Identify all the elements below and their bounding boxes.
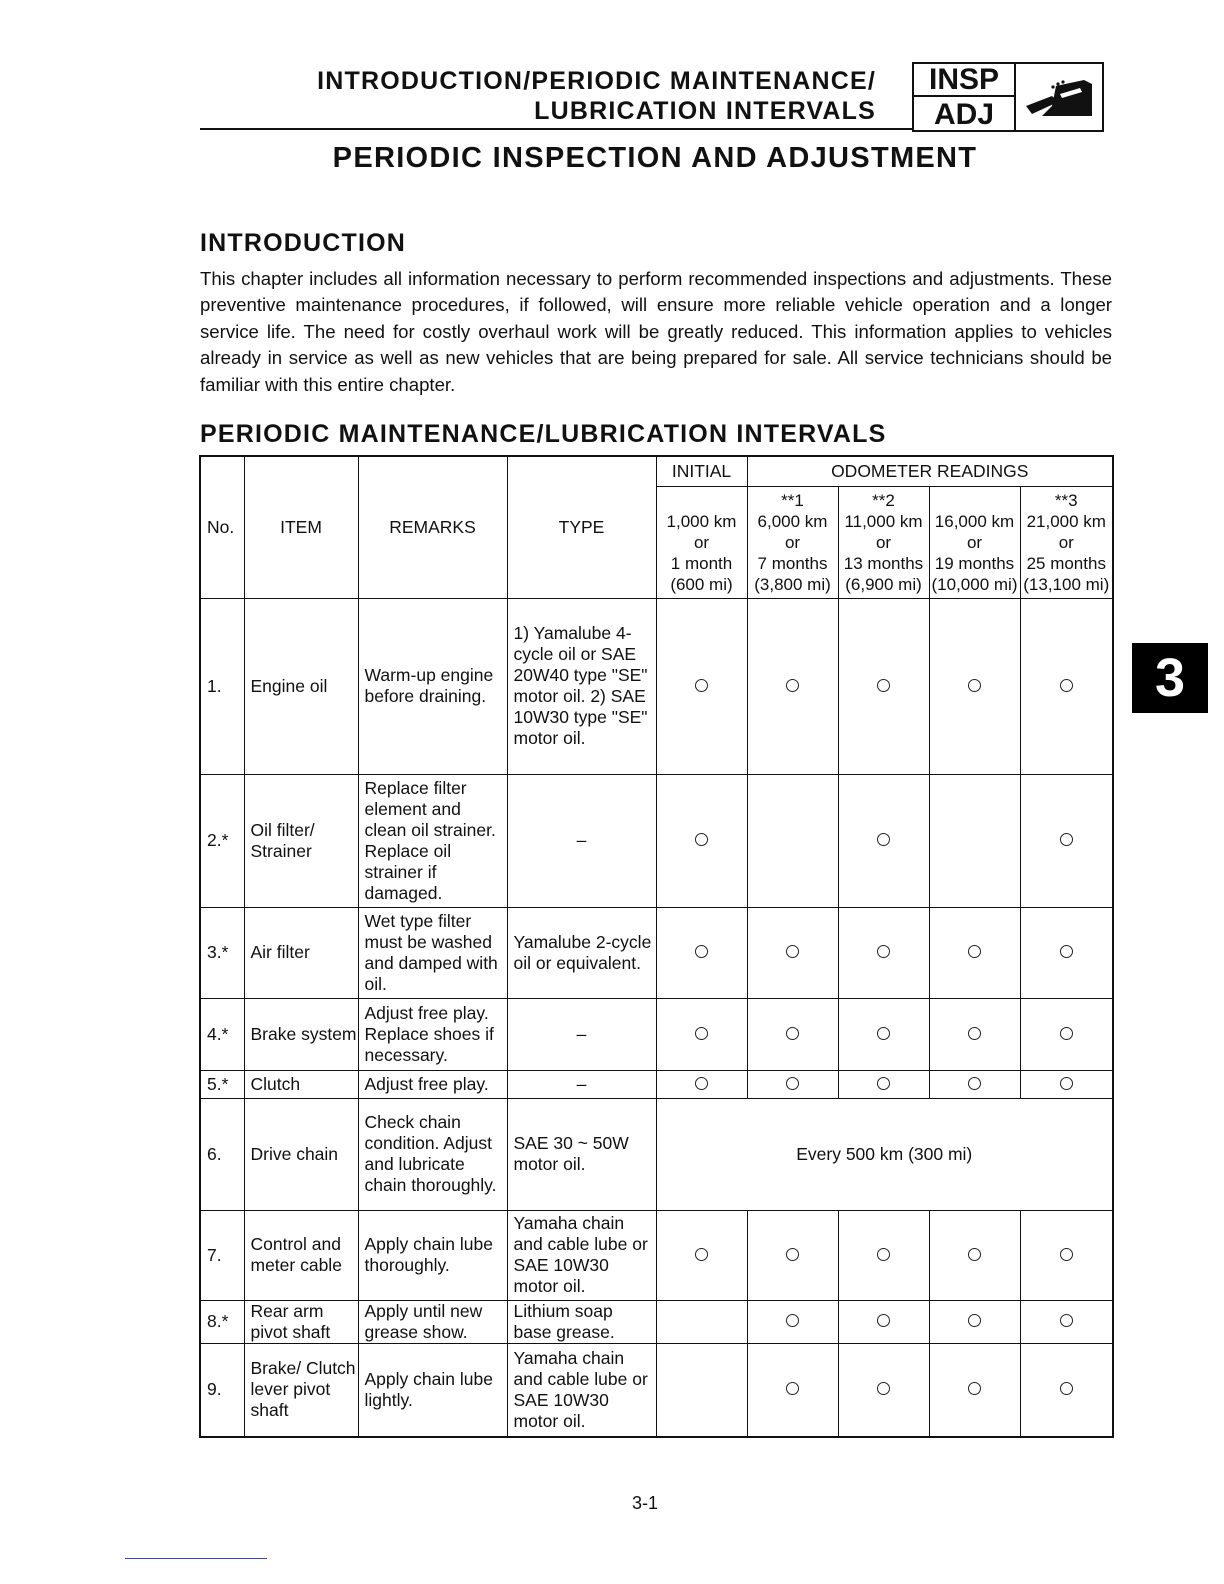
wrench-icon (1022, 76, 1096, 120)
interval-mi: (600 mi) (670, 574, 733, 594)
row-mark (1020, 598, 1113, 774)
row-mark (1020, 1070, 1113, 1098)
interval-header (929, 486, 1020, 598)
check-circle-icon (968, 679, 981, 692)
check-circle-icon (1060, 1248, 1073, 1261)
check-circle-icon (1060, 1382, 1073, 1395)
check-circle-icon (1060, 833, 1073, 846)
interval-or: or (693, 532, 710, 552)
interval-header (838, 486, 929, 598)
check-circle-icon (968, 945, 981, 958)
table-row (200, 1070, 1113, 1098)
badge-label-box (914, 64, 1016, 130)
row-mark (929, 1070, 1020, 1098)
header-type: TYPE (507, 456, 656, 598)
check-circle-icon (786, 1077, 799, 1090)
row-item: Rear arm pivot shaft (244, 1300, 358, 1343)
row-mark (747, 1343, 838, 1437)
row-mark (747, 998, 838, 1070)
check-circle-icon (877, 679, 890, 692)
interval-months: 25 months (1026, 553, 1106, 573)
row-remarks: Apply chain lube thoroughly. (358, 1210, 507, 1300)
row-mark (929, 1343, 1020, 1437)
interval-mark: **1 (781, 490, 804, 510)
check-circle-icon (1060, 679, 1073, 692)
row-no: 6. (200, 1098, 244, 1210)
maintenance-table (199, 455, 1114, 1438)
check-circle-icon (877, 833, 890, 846)
check-circle-icon (786, 945, 799, 958)
check-circle-icon (1060, 945, 1073, 958)
badge-insp: INSP (914, 64, 1014, 97)
row-item: Control and meter cable (244, 1210, 358, 1300)
page-title: PERIODIC INSPECTION AND ADJUSTMENT (332, 142, 978, 174)
row-no: 1. (200, 598, 244, 774)
row-mark (929, 774, 1020, 907)
check-circle-icon (695, 1248, 708, 1261)
row-mark (747, 774, 838, 907)
check-circle-icon (1060, 1027, 1073, 1040)
interval-mi: (10,000 mi) (931, 574, 1018, 594)
interval-mark (657, 490, 747, 511)
table-row (200, 1300, 1113, 1343)
table-row (200, 1098, 1113, 1210)
interval-km: 11,000 km (844, 511, 923, 531)
header-no: No. (200, 456, 244, 598)
header-line-1: INTRODUCTION/PERIODIC MAINTENANCE/ (317, 67, 876, 95)
interval-km: 1,000 km (666, 511, 737, 531)
row-type: 1) Yamalube 4-cycle oil or SAE 20W40 type "SE" motor oil. 2) SAE 10W30 type "SE" motor oil. (507, 598, 656, 774)
row-no: 4.* (200, 998, 244, 1070)
row-type: Yamaha chain and cable lube or SAE 10W30 motor oil. (507, 1210, 656, 1300)
row-item: Clutch (244, 1070, 358, 1098)
row-no: 7. (200, 1210, 244, 1300)
check-circle-icon (786, 679, 799, 692)
table-row (200, 1210, 1113, 1300)
row-mark (747, 1210, 838, 1300)
check-circle-icon (1060, 1314, 1073, 1327)
row-mark (656, 1300, 747, 1343)
row-type: SAE 30 ~ 50W motor oil. (507, 1098, 656, 1210)
chapter-tab: 3 (1132, 643, 1208, 713)
intro-paragraph: This chapter includes all information necessary to perform recommended inspections and adjustments. These preventive maintenance procedures, if followed, will ensure more reliable vehicle operation and a longer service life. The need for costly overhaul work will be greatly reduced. This information applies to vehicles already in service as well as new vehicles that are being prepared for sale. All service technicians should be familiar with this entire chapter. (200, 268, 1112, 395)
interval-header (656, 486, 747, 598)
row-mark (929, 998, 1020, 1070)
row-no: 9. (200, 1343, 244, 1437)
row-remarks: Warm-up engine before draining. (358, 598, 507, 774)
interval-mark: **2 (872, 490, 895, 510)
interval-or: or (966, 532, 983, 552)
interval-mark (930, 490, 1020, 511)
page-header (200, 62, 900, 132)
row-mark (656, 598, 747, 774)
row-mark (656, 1070, 747, 1098)
check-circle-icon (695, 1077, 708, 1090)
row-mark (838, 1070, 929, 1098)
header-item: ITEM (244, 456, 358, 598)
check-circle-icon (786, 1314, 799, 1327)
row-no: 8.* (200, 1300, 244, 1343)
row-mark (747, 1300, 838, 1343)
page-number: 3-1 (631, 1493, 658, 1513)
row-remarks: Apply chain lube lightly. (358, 1343, 507, 1437)
row-mark (929, 1210, 1020, 1300)
check-circle-icon (786, 1248, 799, 1261)
row-mark (838, 998, 929, 1070)
row-mark (1020, 907, 1113, 998)
row-mark (838, 774, 929, 907)
interval-mi: (13,100 mi) (1023, 574, 1110, 594)
row-mark (1020, 1210, 1113, 1300)
check-circle-icon (1060, 1077, 1073, 1090)
interval-or: or (875, 532, 892, 552)
table-heading: PERIODIC MAINTENANCE/LUBRICATION INTERVALS (200, 420, 887, 448)
check-circle-icon (786, 1382, 799, 1395)
row-mark (929, 598, 1020, 774)
row-remarks: Adjust free play. (358, 1070, 507, 1098)
check-circle-icon (877, 1248, 890, 1261)
row-mark (656, 1210, 747, 1300)
section-badge (912, 62, 1104, 132)
row-mark (747, 907, 838, 998)
check-circle-icon (877, 945, 890, 958)
check-circle-icon (968, 1314, 981, 1327)
check-circle-icon (695, 1027, 708, 1040)
row-item: Engine oil (244, 598, 358, 774)
header-initial: INITIAL (656, 456, 747, 486)
row-item: Brake/ Clutch lever pivot shaft (244, 1343, 358, 1437)
interval-km: 16,000 km (934, 511, 1015, 531)
row-mark (656, 774, 747, 907)
row-mark (929, 907, 1020, 998)
intro-heading: INTRODUCTION (200, 229, 407, 257)
row-type: – (507, 774, 656, 907)
check-circle-icon (877, 1077, 890, 1090)
row-mark (1020, 1300, 1113, 1343)
row-type: Yamaha chain and cable lube or SAE 10W30 motor oil. (507, 1343, 656, 1437)
row-mark (747, 598, 838, 774)
row-mark (838, 1210, 929, 1300)
interval-mi: (3,800 mi) (754, 574, 831, 594)
interval-mi: (6,900 mi) (845, 574, 922, 594)
table-row (200, 598, 1113, 774)
interval-or: or (784, 532, 801, 552)
check-circle-icon (877, 1027, 890, 1040)
row-mark (656, 907, 747, 998)
badge-adj: ADJ (933, 98, 994, 131)
row-type: Lithium soap base grease. (507, 1300, 656, 1343)
check-circle-icon (695, 679, 708, 692)
header-remarks: REMARKS (358, 456, 507, 598)
interval-km: 21,000 km (1026, 511, 1106, 531)
row-mark (838, 907, 929, 998)
header-title (317, 66, 876, 126)
row-mark (1020, 998, 1113, 1070)
header-line-2: LUBRICATION INTERVALS (534, 97, 876, 125)
check-circle-icon (968, 1027, 981, 1040)
row-mark (656, 1343, 747, 1437)
row-interval-note: Every 500 km (300 mi) (656, 1098, 1113, 1210)
row-no: 5.* (200, 1070, 244, 1098)
row-mark (929, 1300, 1020, 1343)
check-circle-icon (968, 1248, 981, 1261)
check-circle-icon (786, 1027, 799, 1040)
header-odometer: ODOMETER READINGS (747, 456, 1113, 486)
row-mark (838, 1300, 929, 1343)
row-remarks: Apply until new grease show. (358, 1300, 507, 1343)
row-mark (747, 1070, 838, 1098)
row-remarks: Adjust free play. Replace shoes if necessary. (358, 998, 507, 1070)
interval-mark: **3 (1054, 490, 1078, 510)
table-header-row (200, 456, 1113, 486)
interval-months: 13 months (843, 553, 924, 573)
interval-header (747, 486, 838, 598)
check-circle-icon (968, 1077, 981, 1090)
row-mark (1020, 774, 1113, 907)
interval-months: 1 month (670, 553, 733, 573)
check-circle-icon (877, 1382, 890, 1395)
check-circle-icon (968, 1382, 981, 1395)
interval-header (1020, 486, 1113, 598)
row-no: 3.* (200, 907, 244, 998)
check-circle-icon (877, 1314, 890, 1327)
interval-or: or (1058, 532, 1074, 552)
row-mark (1020, 1343, 1113, 1437)
row-mark (838, 1343, 929, 1437)
row-remarks: Check chain condition. Adjust and lubricate chain thoroughly. (358, 1098, 507, 1210)
check-circle-icon (695, 833, 708, 846)
check-circle-icon (695, 945, 708, 958)
row-item: Brake system (244, 998, 358, 1070)
table-row (200, 998, 1113, 1070)
table-row (200, 774, 1113, 907)
row-type: Yamalube 2-cycle oil or equivalent. (507, 907, 656, 998)
row-remarks: Wet type filter must be washed and damped with oil. (358, 907, 507, 998)
table-row (200, 1343, 1113, 1437)
row-type: – (507, 1070, 656, 1098)
row-no: 2.* (200, 774, 244, 907)
table-row (200, 907, 1113, 998)
row-item: Drive chain (244, 1098, 358, 1210)
row-mark (838, 598, 929, 774)
row-mark (656, 998, 747, 1070)
interval-months: 7 months (757, 553, 828, 573)
footer-link-line (125, 1558, 267, 1559)
header-rule (200, 128, 912, 130)
interval-months: 19 months (934, 553, 1015, 573)
interval-km: 6,000 km (757, 511, 828, 531)
row-item: Oil filter/ Strainer (244, 774, 358, 907)
row-item: Air filter (244, 907, 358, 998)
row-type: – (507, 998, 656, 1070)
row-remarks: Replace filter element and clean oil strainer. Replace oil strainer if damaged. (358, 774, 507, 907)
